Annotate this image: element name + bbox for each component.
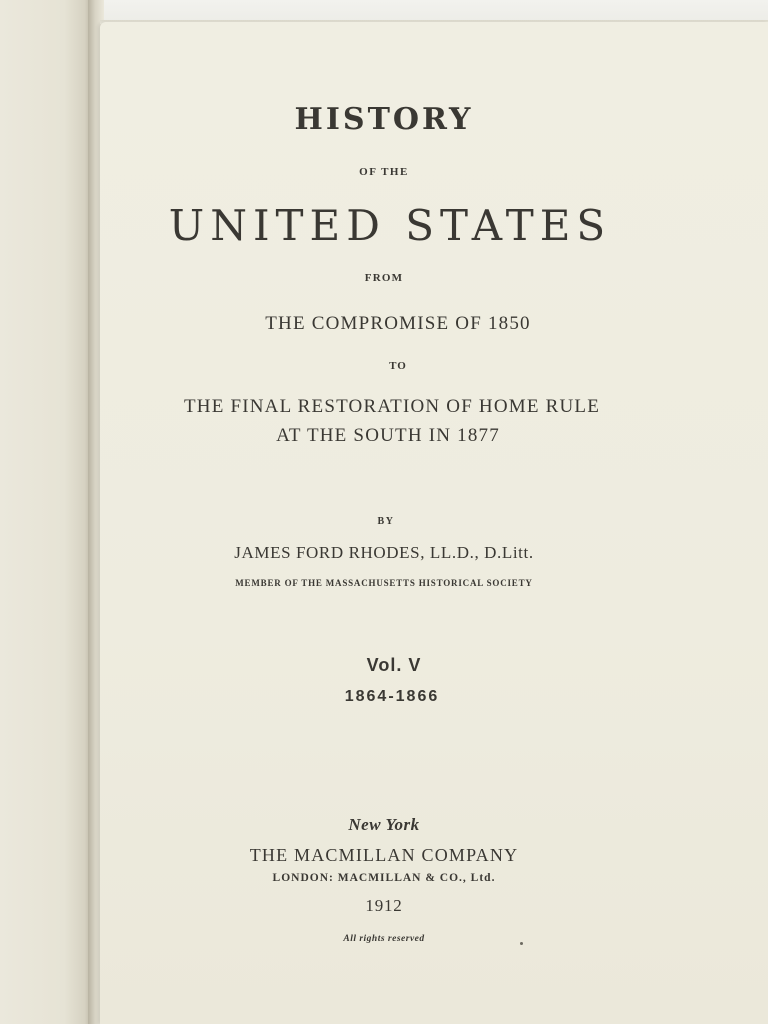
publisher-city: New York bbox=[348, 815, 420, 834]
subtitle-final-line-1: THE FINAL RESTORATION OF HOME RULE bbox=[183, 396, 601, 417]
byline-by: BY bbox=[377, 516, 395, 527]
volume-years: 1864-1866 bbox=[344, 688, 440, 705]
publisher-name: THE MACMILLAN COMPANY bbox=[249, 845, 519, 865]
paper-speck bbox=[520, 942, 523, 945]
author-affiliation: MEMBER OF THE MASSACHUSETTS HISTORICAL SOCIETY bbox=[235, 578, 533, 588]
left-page bbox=[0, 0, 92, 1024]
author-name: JAMES FORD RHODES, LL.D., D.Litt. bbox=[234, 543, 534, 562]
subtitle-compromise: THE COMPROMISE OF 1850 bbox=[265, 313, 531, 334]
subtitle-to: TO bbox=[389, 360, 407, 372]
subtitle-from: FROM bbox=[364, 272, 404, 284]
title-history: HISTORY bbox=[294, 102, 474, 137]
rights-notice: All rights reserved bbox=[343, 934, 425, 944]
publisher-london: LONDON: MACMILLAN & CO., Ltd. bbox=[272, 872, 496, 884]
title-united-states: UNITED STATES bbox=[168, 201, 612, 250]
volume-number: Vol. V bbox=[366, 655, 422, 675]
publication-year: 1912 bbox=[365, 896, 403, 915]
subtitle-final-line-2: AT THE SOUTH IN 1877 bbox=[276, 425, 500, 446]
title-of-the: OF THE bbox=[359, 166, 409, 178]
